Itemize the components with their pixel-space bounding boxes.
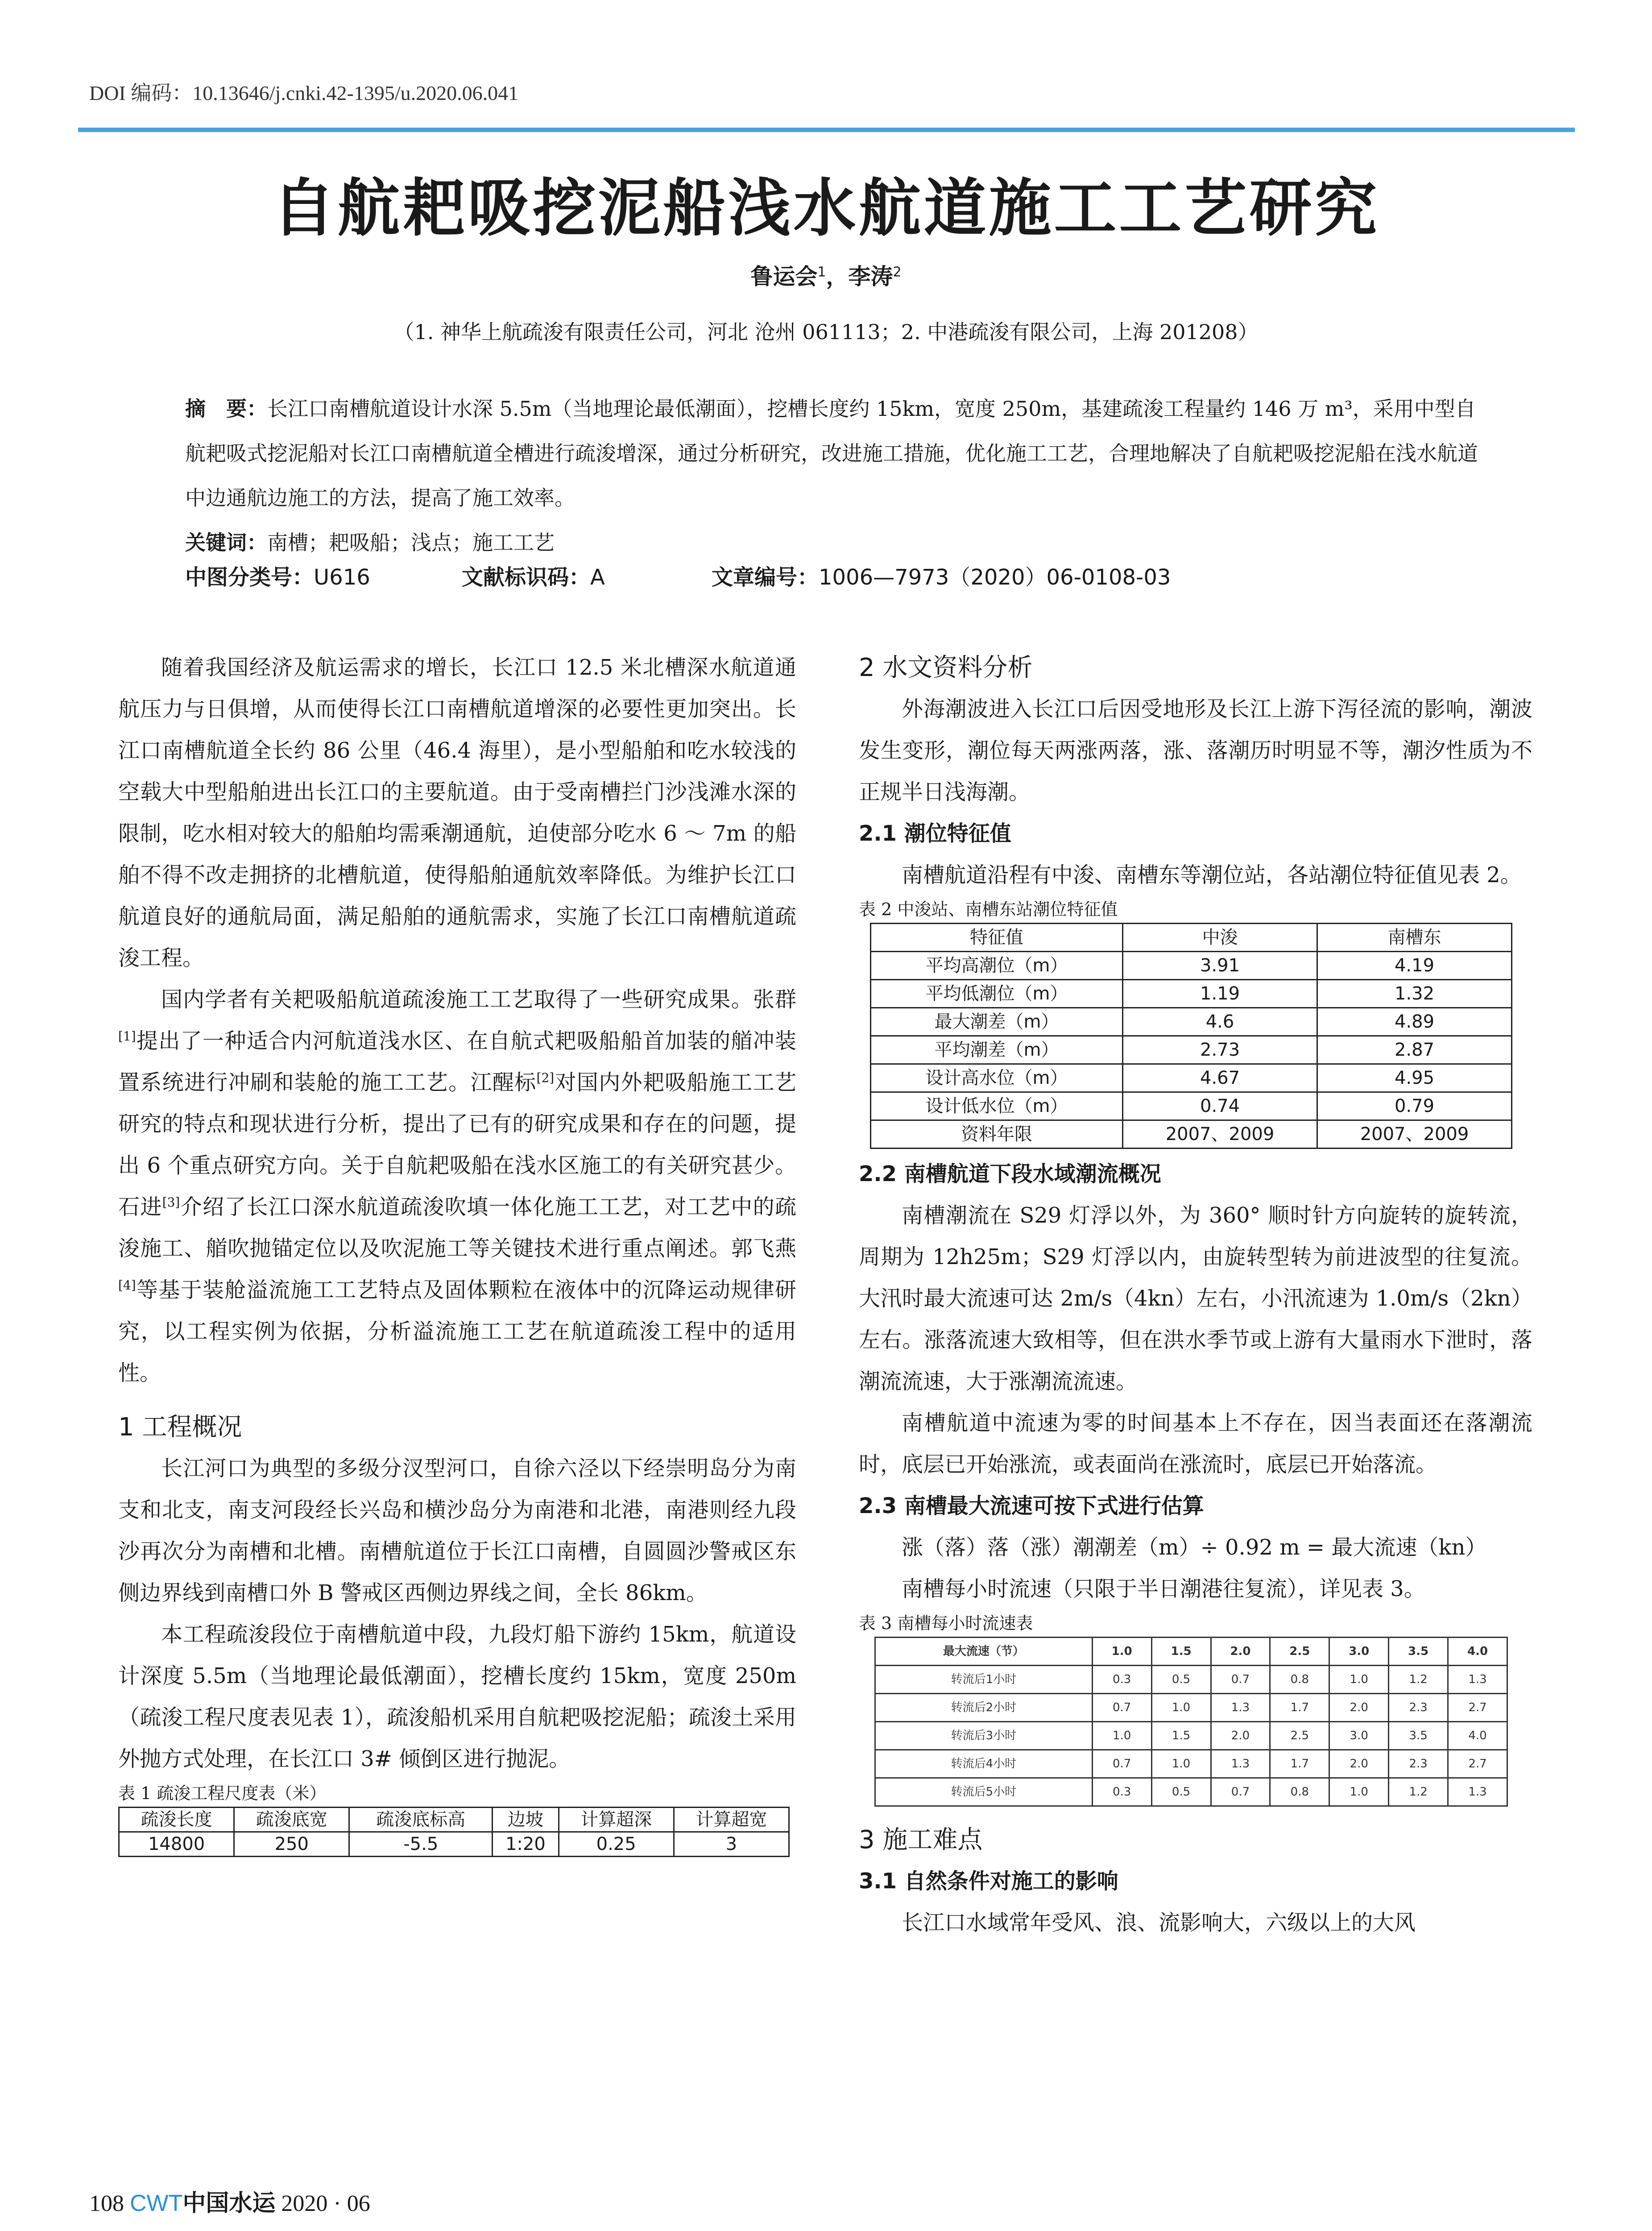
table2-cell: 2007、2009 xyxy=(1123,1120,1317,1149)
table2-cell: 1.19 xyxy=(1123,980,1317,1008)
table3-cell: 1.3 xyxy=(1448,1666,1507,1694)
journal-name: 中国水运 xyxy=(182,2190,276,2217)
table3-header-cell: 2.0 xyxy=(1211,1638,1270,1666)
table3-header-cell: 1.0 xyxy=(1092,1638,1151,1666)
table3-cell: 2.5 xyxy=(1270,1722,1329,1750)
table3-cell: 1.0 xyxy=(1329,1666,1389,1694)
table3-cell: 转流后1小时 xyxy=(875,1666,1093,1694)
subsection-heading-2-3: 2.3 南槽最大流速可按下式进行估算 xyxy=(859,1493,1204,1518)
page-footer xyxy=(89,2184,370,2218)
citation-2: [2] xyxy=(536,1070,555,1085)
table2-cell: 4.67 xyxy=(1123,1064,1317,1092)
table3-cell: 1.2 xyxy=(1389,1666,1448,1694)
intro-text-e: 等基于装舱溢流施工工艺特点及固体颗粒在液体中的沉降运动规律研究，以工程实例为依据，分析溢流施工工艺在航道疏浚工程中的适用性。 xyxy=(118,1277,796,1385)
table3-cell: 2.7 xyxy=(1448,1750,1507,1778)
table3-cell: 4.0 xyxy=(1448,1722,1507,1750)
table1-caption: 表 1 疏浚工程尺度表（米） xyxy=(118,1783,327,1803)
table3-cell: 1.7 xyxy=(1270,1750,1329,1778)
table2-cell: 最大潮差（m） xyxy=(871,1008,1123,1036)
table3-cell: 1.7 xyxy=(1270,1694,1329,1722)
paper-title: 自航耙吸挖泥船浅水航道施工工艺研究 xyxy=(272,172,1380,245)
table2-row xyxy=(871,1064,1512,1092)
table2-row xyxy=(871,1008,1512,1036)
table3-cell: 2.0 xyxy=(1329,1750,1389,1778)
table2-cell: 4.19 xyxy=(1317,952,1512,980)
author-2-affil-mark: 2 xyxy=(893,264,902,280)
section22-paragraph-2: 南槽航道中流速为零的时间基本上不存在，因当表面还在落潮流时，底层已开始涨流，或表面尚在涨流时，底层已开始落流。 xyxy=(859,1410,1532,1477)
table3-cell: 1.3 xyxy=(1211,1694,1270,1722)
doc-label: 文献标识码： xyxy=(462,565,591,590)
table1-cell: 3 xyxy=(674,1832,789,1857)
section-heading-2: 2 水文资料分析 xyxy=(859,653,1033,682)
table1-header-cell: 计算超宽 xyxy=(674,1808,789,1832)
subsection-heading-3-1: 3.1 自然条件对施工的影响 xyxy=(859,1869,1118,1894)
author-separator: ， xyxy=(826,264,849,290)
journal-brand: CWT xyxy=(130,2190,183,2216)
abstract-text: 长江口南槽航道设计水深 5.5m（当地理论最低潮面），挖槽长度约 15km，宽度 250m，基建疏浚工程量约 146 万 m³，采用中型自航耙吸式挖泥船对长江口南槽航道全槽进行疏浚增深，通过分析研究，改进施工措施，优化施工工艺，合理地解决了自航耙吸挖泥船在浅水航道中边通航边施工的方法，提高了施工效率。 xyxy=(185,397,1478,510)
intro-paragraph-1: 随着我国经济及航运需求的增长，长江口 12.5 米北槽深水航道通航压力与日俱增，从而使得长江口南槽航道增深的必要性更加突出。长江口南槽航道全长约 86 公里（46.4 海里），是小型船舶和吃水较浅的空载大中型船舶进出长江口的主要航道。由于受南槽拦门沙浅滩水深的限制，吃水相对较大的船舶均需乘潮通航，迫使部分吃水 6 ～ 7m 的船舶不得不改走拥挤的北槽航道，使得船舶通航效率降低。为维护长江口航道良好的通航局面，满足船舶的通航需求，实施了长江口南槽航道疏浚工程。 xyxy=(118,655,796,970)
abstract-block xyxy=(185,386,1479,565)
table1-header-cell: 计算超深 xyxy=(559,1808,674,1832)
table2-row xyxy=(871,952,1512,980)
author-2: 李涛 xyxy=(848,264,893,290)
table2-cell: 4.95 xyxy=(1317,1064,1512,1092)
table3-header-cell: 3.0 xyxy=(1329,1638,1389,1666)
table2-row xyxy=(871,1036,1512,1064)
table2-row xyxy=(871,980,1512,1008)
section1-paragraph-2: 本工程疏浚段位于南槽航道中段，九段灯船下游约 15km，航道设计深度 5.5m（当地理论最低潮面），挖槽长度约 15km，宽度 250m（疏浚工程尺度表见表 1），疏浚船机采用自航耙吸挖泥船；疏浚土采用外抛方式处理，在长江口 3# 倾倒区进行抛泥。 xyxy=(118,1622,796,1771)
table2-row xyxy=(871,1092,1512,1120)
table3-cell: 1.3 xyxy=(1211,1750,1270,1778)
table1-cell: 250 xyxy=(234,1832,349,1857)
page-number: 108 xyxy=(89,2191,124,2216)
table3-cell: 1.0 xyxy=(1329,1778,1389,1806)
table1-cell: 0.25 xyxy=(559,1832,674,1857)
section23-paragraph: 南槽每小时流速（只限于半日潮港往复流），详见表 3。 xyxy=(902,1576,1425,1601)
journal-issue: 2020 · 06 xyxy=(281,2191,370,2216)
abstract-label: 摘 要： xyxy=(185,397,267,421)
table3-cell: 2.3 xyxy=(1389,1694,1448,1722)
table2-cell: 2.87 xyxy=(1317,1036,1512,1064)
table3-header-cell: 最大流速（节） xyxy=(875,1638,1093,1666)
table3-caption: 表 3 南槽每小时流速表 xyxy=(859,1613,1033,1633)
table1-header-cell: 疏浚底宽 xyxy=(234,1808,349,1832)
table3-cell: 2.0 xyxy=(1329,1694,1389,1722)
table3-cell: 转流后4小时 xyxy=(875,1750,1093,1778)
section-heading-1: 1 工程概况 xyxy=(118,1413,242,1442)
table3-cell: 1.3 xyxy=(1448,1778,1507,1806)
intro-text-a: 国内学者有关耙吸船航道疏浚施工工艺取得了一些研究成果。张群 xyxy=(161,987,796,1012)
table2-header-cell: 中浚 xyxy=(1123,924,1317,952)
section22-paragraph-1: 南槽潮流在 S29 灯浮以外，为 360° 顺时针方向旋转的旋转流，周期为 12h25m；S29 灯浮以内，由旋转型转为前进波型的往复流。大汛时最大流速可达 2m/s（4kn）左右，小汛流速为 1.0m/s（2kn）左右。涨落流速大致相等，但在洪水季节或上游有大量雨水下泄时，落潮流流速，大于涨潮流流速。 xyxy=(859,1203,1532,1394)
table3-cell: 0.7 xyxy=(1092,1750,1151,1778)
table2-header-row xyxy=(871,924,1512,952)
intro-text-c: 对国内外耙吸船施工工艺研究的特点和现状进行分析，提出了已有的研究成果和存在的问题，提出 6 个重点研究方向。关于自航耙吸船在浅水区施工的有关研究甚少。石进 xyxy=(118,1070,796,1219)
table2-cell: 1.32 xyxy=(1317,980,1512,1008)
table3-cell: 0.8 xyxy=(1270,1778,1329,1806)
section21-paragraph: 南槽航道沿程有中浚、南槽东等潮位站，各站潮位特征值见表 2。 xyxy=(902,863,1522,887)
intro-text-b: 提出了一种适合内河航道浅水区、在自航式耙吸船船首加装的艏冲装置系统进行冲刷和装舱的施工工艺。江醒标 xyxy=(118,1028,796,1095)
abstract xyxy=(185,386,1479,520)
author-1-affil-mark: 1 xyxy=(817,264,826,280)
table2-cell: 平均高潮位（m） xyxy=(871,952,1123,980)
table2-cell: 平均潮差（m） xyxy=(871,1036,1123,1064)
author-1: 鲁运会 xyxy=(750,264,818,290)
article-number xyxy=(712,560,1171,591)
table3-cell: 0.8 xyxy=(1270,1666,1329,1694)
doc-code xyxy=(462,560,605,591)
citation-1: [1] xyxy=(118,1029,136,1044)
table3-header-cell: 1.5 xyxy=(1151,1638,1211,1666)
table3-cell: 0.3 xyxy=(1092,1778,1151,1806)
table3-cell: 1.0 xyxy=(1151,1694,1211,1722)
clc-value: U616 xyxy=(314,565,370,590)
table3-cell: 3.5 xyxy=(1389,1722,1448,1750)
table3-row xyxy=(875,1750,1507,1778)
article-label: 文章编号： xyxy=(712,565,819,590)
affiliation: （1. 神华上航疏浚有限责任公司，河北 沧州 061113；2. 中港疏浚有限公司，上海 201208） xyxy=(393,320,1259,344)
table1-row xyxy=(119,1832,789,1857)
citation-3: [3] xyxy=(162,1195,180,1210)
table2-row xyxy=(871,1120,1512,1149)
table2-cell: 4.6 xyxy=(1123,1008,1317,1036)
table3-cell: 2.0 xyxy=(1211,1722,1270,1750)
table2-cell: 设计低水位（m） xyxy=(871,1092,1123,1120)
citation-4: [4] xyxy=(118,1278,136,1293)
table1-cell: 14800 xyxy=(119,1832,234,1857)
section1-paragraph-1: 长江河口为典型的多级分汊型河口，自徐六泾以下经崇明岛分为南支和北支，南支河段经长兴岛和横沙岛分为南港和北港，南港则经九段沙再次分为南槽和北槽。南槽航道位于长江口南槽，自圆圆沙警戒区东侧边界线到南槽口外 B 警戒区西侧边界线之间，全长 86km。 xyxy=(118,1456,796,1605)
table1-header-row xyxy=(119,1808,789,1832)
table3-row xyxy=(875,1666,1507,1694)
right-column xyxy=(859,647,1532,1944)
table1-header-cell: 边坡 xyxy=(493,1808,559,1832)
table2-cell: 资料年限 xyxy=(871,1120,1123,1149)
table3-cell: 3.0 xyxy=(1329,1722,1389,1750)
table2-header-cell: 南槽东 xyxy=(1317,924,1512,952)
authors xyxy=(0,259,1652,291)
section2-paragraph-1: 外海潮波进入长江口后因受地形及长江上游下泻径流的影响，潮波发生变形，潮位每天两涨两落，涨、落潮历时明显不等，潮汐性质为不正规半日浅海潮。 xyxy=(859,697,1532,804)
table3-header-cell: 4.0 xyxy=(1448,1638,1507,1666)
clc-label: 中图分类号： xyxy=(185,565,314,590)
left-column xyxy=(118,647,796,1857)
header-rule xyxy=(78,128,1575,132)
table3-cell: 0.3 xyxy=(1092,1666,1151,1694)
table3-header-row xyxy=(875,1638,1507,1666)
table-3 xyxy=(874,1637,1508,1807)
clc-number xyxy=(185,560,370,591)
table3-cell: 1.5 xyxy=(1151,1722,1211,1750)
table3-row xyxy=(875,1778,1507,1806)
table3-cell: 1.2 xyxy=(1389,1778,1448,1806)
table3-cell: 0.5 xyxy=(1151,1778,1211,1806)
table3-cell: 0.7 xyxy=(1092,1694,1151,1722)
table2-cell: 平均低潮位（m） xyxy=(871,980,1123,1008)
doc-value: A xyxy=(590,565,605,590)
table3-cell: 转流后2小时 xyxy=(875,1694,1093,1722)
keywords xyxy=(185,520,1479,565)
table3-cell: 1.0 xyxy=(1092,1722,1151,1750)
table2-header-cell: 特征值 xyxy=(871,924,1123,952)
table3-cell: 0.7 xyxy=(1211,1778,1270,1806)
table2-cell: 2007、2009 xyxy=(1317,1120,1512,1149)
keywords-label: 关键词： xyxy=(185,531,267,555)
formula-line: 涨（落）落（涨）潮潮差（m）÷ 0.92 m = 最大流速（kn） xyxy=(902,1535,1487,1560)
table-2 xyxy=(870,923,1512,1149)
table3-header-cell: 2.5 xyxy=(1270,1638,1329,1666)
article-value: 1006—7973（2020）06-0108-03 xyxy=(819,565,1171,590)
table3-row xyxy=(875,1694,1507,1722)
section31-paragraph: 长江口水域常年受风、浪、流影响大，六级以上的大风 xyxy=(902,1910,1416,1935)
table2-cell: 0.79 xyxy=(1317,1092,1512,1120)
table3-cell: 转流后5小时 xyxy=(875,1778,1093,1806)
table3-cell: 2.3 xyxy=(1389,1750,1448,1778)
keywords-text: 南槽；耙吸船；浅点；施工工艺 xyxy=(267,531,555,555)
table2-cell: 4.89 xyxy=(1317,1008,1512,1036)
table1-cell: 1:20 xyxy=(493,1832,559,1857)
doi-line: DOI 编码：10.13646/j.cnki.42-1395/u.2020.06.041 xyxy=(89,82,519,104)
table2-cell: 2.73 xyxy=(1123,1036,1317,1064)
subsection-heading-2-1: 2.1 潮位特征值 xyxy=(859,821,1011,846)
table2-cell: 设计高水位（m） xyxy=(871,1064,1123,1092)
table3-cell: 0.5 xyxy=(1151,1666,1211,1694)
table3-cell: 2.7 xyxy=(1448,1694,1507,1722)
section-heading-3: 3 施工难点 xyxy=(859,1825,983,1854)
table2-cell: 0.74 xyxy=(1123,1092,1317,1120)
table3-cell: 转流后3小时 xyxy=(875,1722,1093,1750)
table3-cell: 1.0 xyxy=(1151,1750,1211,1778)
table3-row xyxy=(875,1722,1507,1750)
table3-cell: 0.7 xyxy=(1211,1666,1270,1694)
intro-text-d: 介绍了长江口深水航道疏浚吹填一体化施工工艺，对工艺中的疏浚施工、艏吹抛锚定位以及吹泥施工等关键技术进行重点阐述。郭飞燕 xyxy=(118,1194,796,1261)
table3-header-cell: 3.5 xyxy=(1389,1638,1448,1666)
table1-header-cell: 疏浚长度 xyxy=(119,1808,234,1832)
intro-paragraph-2 xyxy=(118,979,796,1394)
table1-cell: -5.5 xyxy=(349,1832,493,1857)
table-1 xyxy=(118,1807,790,1857)
table2-cell: 3.91 xyxy=(1123,952,1317,980)
table1-header-cell: 疏浚底标高 xyxy=(349,1808,493,1832)
subsection-heading-2-2: 2.2 南槽航道下段水域潮流概况 xyxy=(859,1161,1161,1186)
table2-caption: 表 2 中浚站、南槽东站潮位特征值 xyxy=(859,900,1118,919)
